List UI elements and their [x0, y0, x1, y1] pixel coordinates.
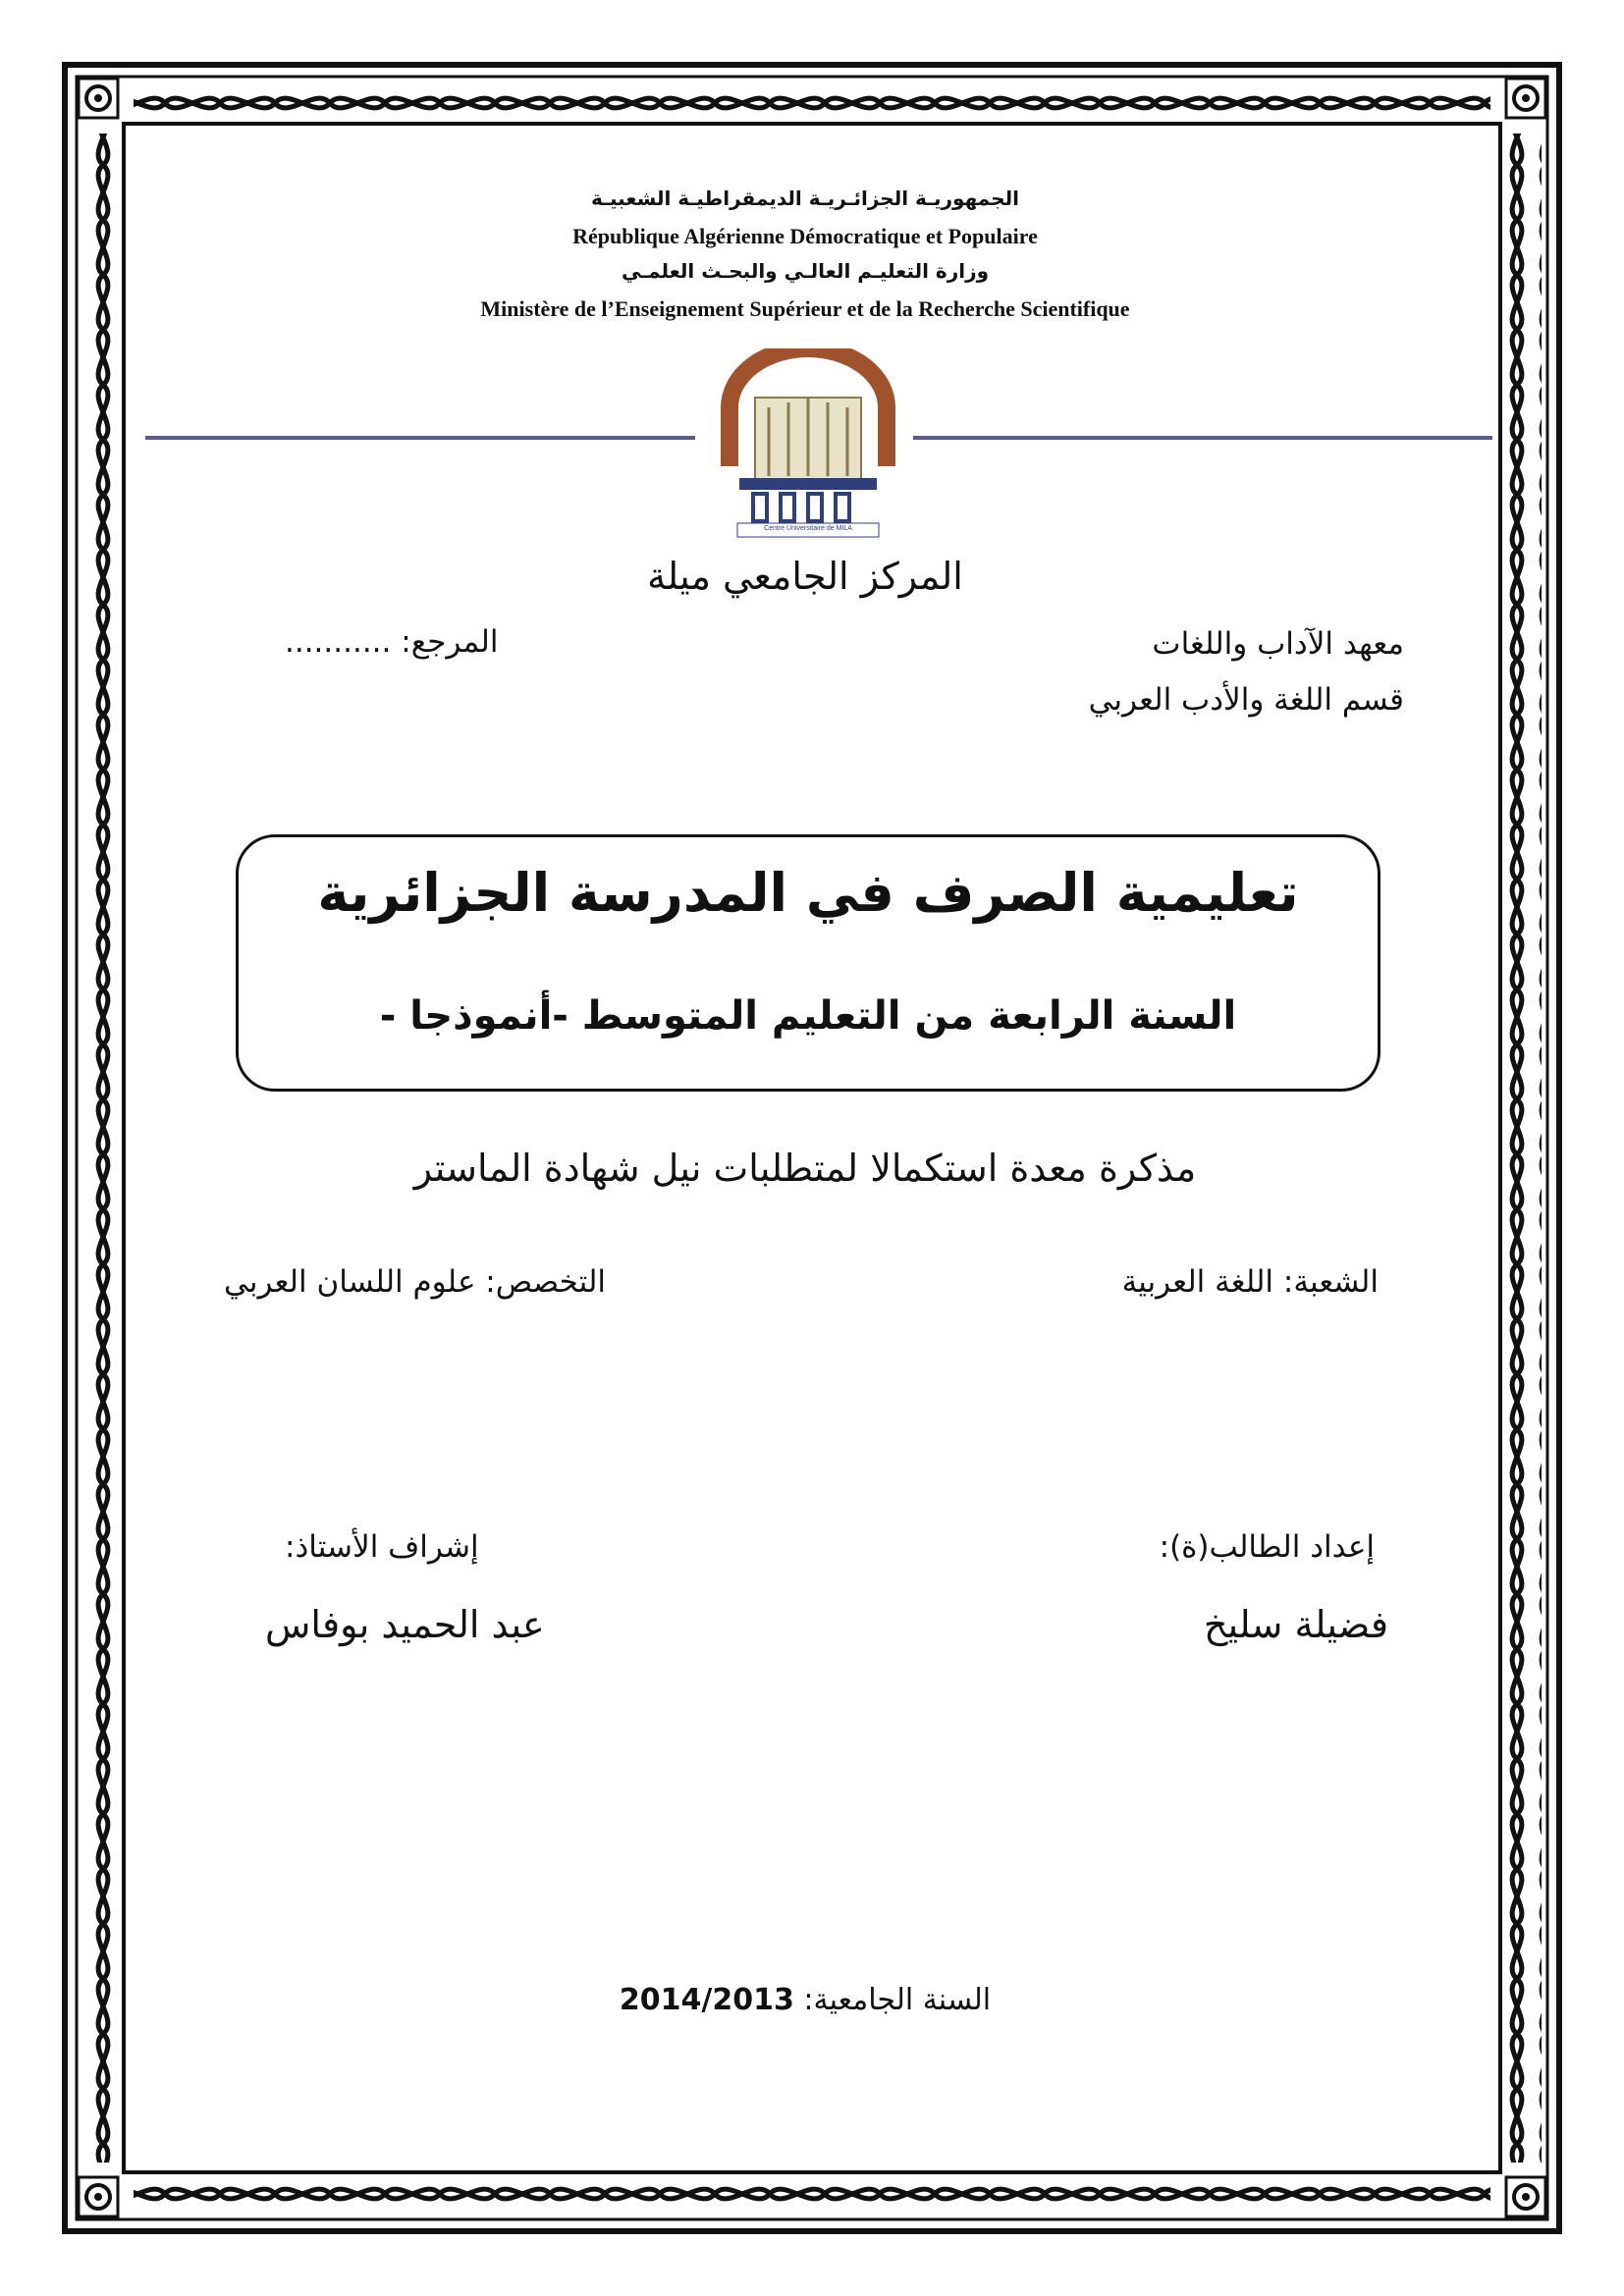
specialty: التخصص: علوم اللسان العربي [224, 1264, 607, 1300]
logo-caption: Centre Universitaire de MILA [764, 525, 852, 532]
university-logo [720, 348, 896, 540]
corner-ornament-icon [79, 79, 118, 118]
institute-name: معهد الآداب واللغات [1152, 626, 1404, 662]
department-name: قسم اللغة والأدب العربي [1088, 682, 1404, 718]
student-label: إعداد الطالب(ة): [1159, 1529, 1375, 1565]
academic-year-value: 2014/2013 [619, 1983, 794, 2017]
thesis-purpose: مذكرة معدة استكمالا لمتطلبات نيل شهادة الماستر [413, 1147, 1197, 1190]
academic-year [393, 1983, 1218, 2017]
logo-emblem-icon [720, 348, 896, 540]
student-name: فضيلة سليخ [1203, 1603, 1388, 1646]
ministry-french: Ministère de l’Enseignement Supérieur et de la Recherche Scientifique [480, 296, 1130, 321]
ministry-arabic: وزارة التعليـم العالـي والبحـث العلمـي [621, 259, 990, 283]
academic-year-label: السنة الجامعية: [803, 1983, 992, 2017]
branch: الشعبة: اللغة العربية [1121, 1264, 1379, 1300]
republic-french: République Algérienne Démocratique et Populaire [572, 224, 1038, 248]
thesis-title: تعليمية الصرف في المدرسة الجزائرية [317, 862, 1299, 924]
center-name: المركز الجامعي ميلة [647, 555, 963, 598]
supervisor-label: إشراف الأستاذ: [285, 1529, 479, 1565]
thesis-subtitle: السنة الرابعة من التعليم المتوسط -أنموذجا - [379, 993, 1237, 1039]
reference-number: المرجع: ........... [285, 624, 499, 660]
supervisor-name: عبد الحميد بوفاس [265, 1603, 545, 1646]
republic-arabic: الجمهوريـة الجزائـريـة الديمقراطيـة الشعبيـة [591, 187, 1019, 210]
